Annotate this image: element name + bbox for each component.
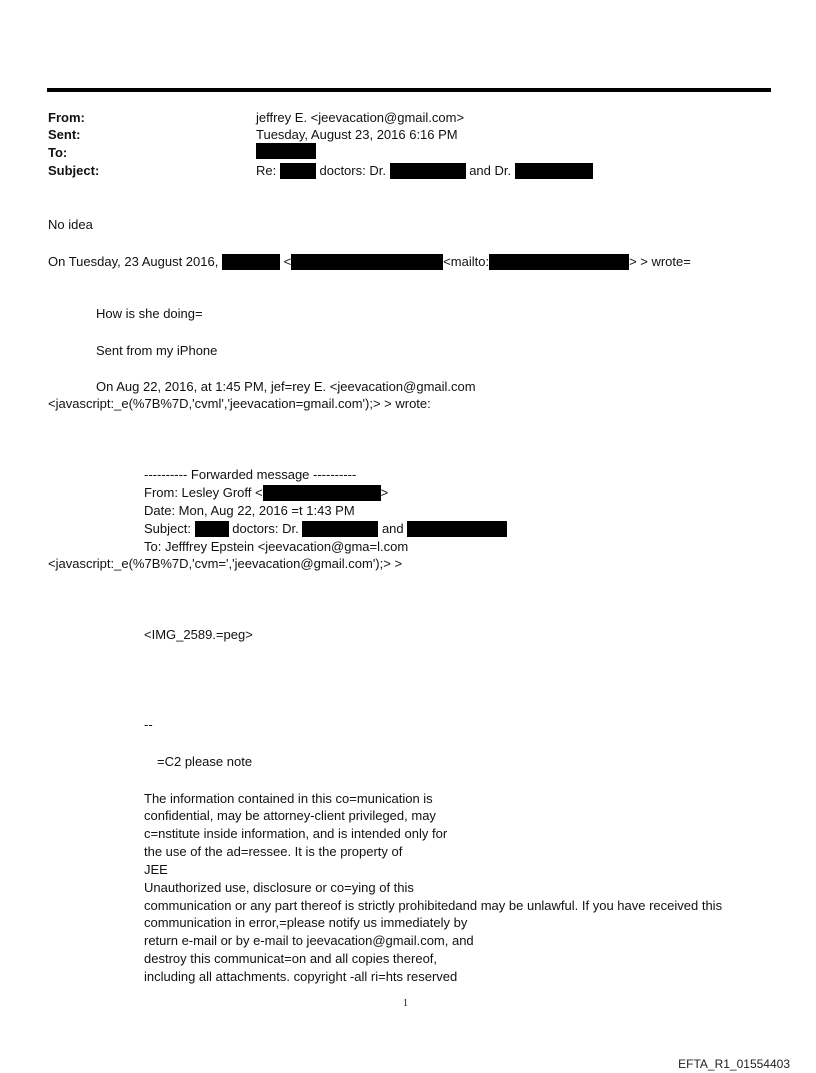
from-label: From: [48,110,85,125]
disclaimer-line: destroy this communicat=on and all copies thereof, [144,951,438,966]
subject-label: Subject: [48,163,100,178]
fwd-subject-and: and [381,521,404,536]
page-number: 1 [403,998,408,1009]
redaction-block [195,521,229,537]
disclaimer-line: confidential, may be attorney-client privileged, may [144,808,436,823]
disclaimer-line: communication or any part thereof is strictly prohibitedand may be unlawful. If you have received this [144,898,723,913]
sent-label: Sent: [48,127,81,142]
subject-and: and Dr. [469,163,512,178]
redaction-block [302,521,378,537]
fwd-subject-label: Subject: [144,521,191,536]
quote1-lt: < [283,254,292,269]
redaction-block [263,485,381,501]
disclaimer-line: return e-mail or by e-mail to jeevacation@gmail.com, and [144,933,474,948]
quote1-end: > > wrote= [629,254,691,269]
disclaimer-line: communication in error,=please notify us immediately by [144,915,468,930]
disclaimer-line: JEE [144,862,168,877]
redaction-block [280,163,316,179]
quote1-prefix: On Tuesday, 23 August 2016, [48,254,219,269]
forward-subject [144,521,507,537]
disclaimer-line: the use of the ad=ressee. It is the property of [144,844,403,859]
sent-from-text: Sent from my iPhone [96,343,218,358]
quote1-mailto: <mailto: [443,254,490,269]
forward-from [144,485,388,501]
reply-text: No idea [48,217,93,232]
subject-value [256,163,593,179]
forward-to: To: Jefffrey Epstein <jeevacation@gma=l.com [144,539,409,554]
subject-prefix: Re: [256,163,277,178]
disclaimer-line: Unauthorized use, disclosure or co=ying of this [144,880,414,895]
redaction-block [222,254,280,270]
to-label: To: [48,145,68,160]
redaction-block [515,163,593,179]
redaction-block [390,163,466,179]
fwd-from-end: > [380,485,389,500]
forward-date: Date: Mon, Aug 22, 2016 =t 1:43 PM [144,503,355,518]
to-value [256,143,316,159]
redaction-block [291,254,443,270]
from-value: jeffrey E. <jeevacation@gmail.com> [256,110,465,125]
how-is-she-text: How is she doing= [96,306,203,321]
subject-mid: doctors: Dr. [319,163,386,178]
quote2-line1: On Aug 22, 2016, at 1:45 PM, jef=rey E. <jeevacation@gmail.com [96,379,476,394]
document-id: EFTA_R1_01554403 [678,1057,790,1071]
sent-value: Tuesday, August 23, 2016 6:16 PM [256,127,458,142]
redaction-block [489,254,629,270]
disclaimer-line: c=nstitute inside information, and is intended only for [144,826,448,841]
attachment-text: <IMG_2589.=peg> [144,627,253,642]
fwd-subject-mid: doctors: Dr. [232,521,299,536]
please-note-text: =C2 please note [157,754,253,769]
quote2-line2: <javascript:_e(%7B%7D,'cvml','jeevacation=gmail.com');> > wrote: [48,396,431,411]
header-rule [47,88,771,92]
forward-to-line2: <javascript:_e(%7B%7D,'cvm=','jeevacation@gmail.com');> > [48,556,403,571]
disclaimer-line: The information contained in this co=munication is [144,791,433,806]
quote-header-1 [48,254,691,270]
fwd-from-prefix: From: Lesley Groff < [144,485,263,500]
disclaimer-line: including all attachments. copyright -all ri=hts reserved [144,969,458,984]
redaction-block [256,143,316,159]
signature-dashes: -- [144,717,153,732]
forward-header: ---------- Forwarded message ---------- [144,467,357,482]
redaction-block [407,521,507,537]
